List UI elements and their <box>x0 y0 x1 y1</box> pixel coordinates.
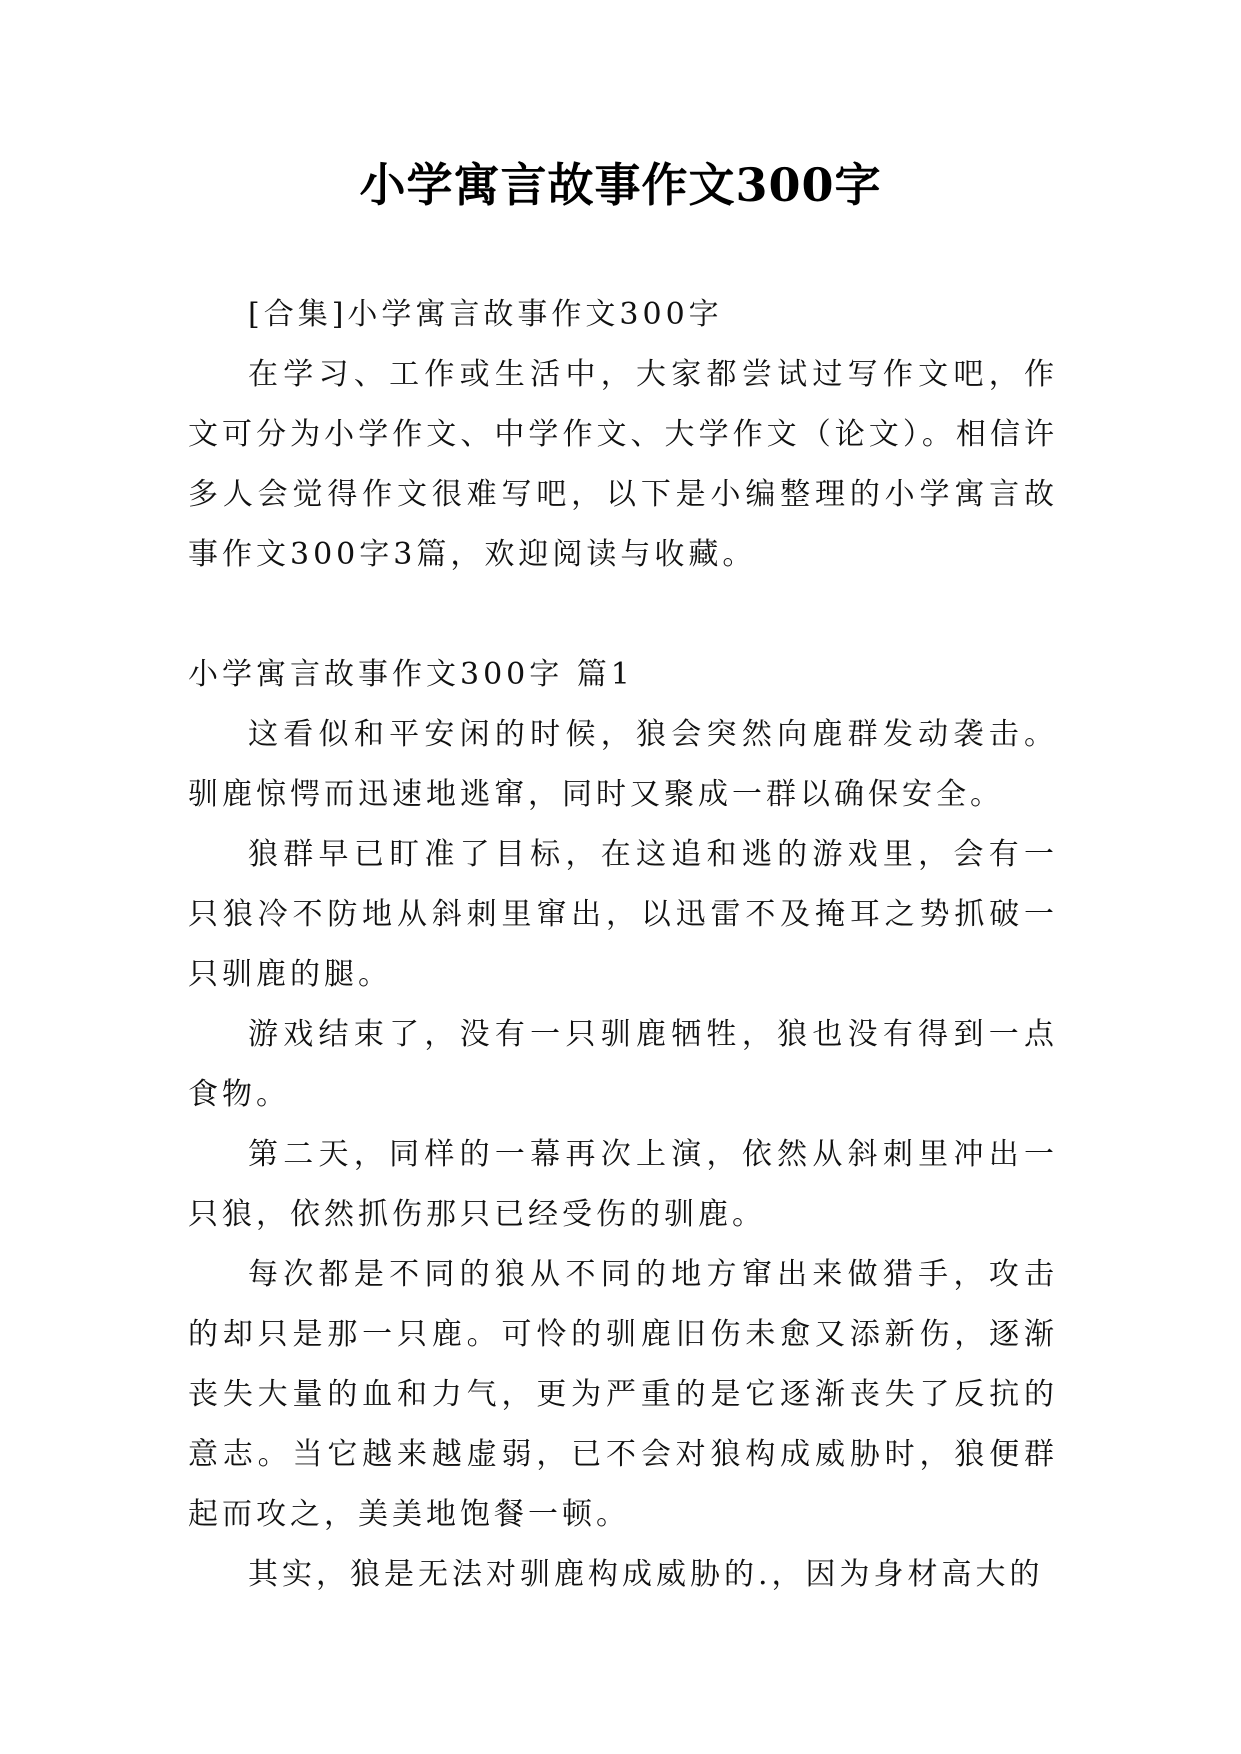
document-title: 小学寓言故事作文300字 <box>359 158 882 212</box>
story-paragraph: 其实，狼是无法对驯鹿构成威胁的.，因为身材高大的 <box>248 1557 1044 1592</box>
story-paragraph: 游戏结束了，没有一只驯鹿牺牲，狼也没有得到一点食物。 <box>188 1017 1058 1112</box>
document-subtitle: [合集]小学寓言故事作文300字 <box>248 297 723 332</box>
story-paragraph: 狼群早已盯准了目标，在这追和逃的游戏里，会有一只狼冷不防地从斜刺里窜出，以迅雷不及掩耳之势抓破一只驯鹿的腿。 <box>188 837 1058 992</box>
section-heading: 小学寓言故事作文300字 篇1 <box>188 657 634 692</box>
document-body <box>188 285 1058 1605</box>
story-paragraph: 第二天，同样的一幕再次上演，依然从斜刺里冲出一只狼，依然抓伤那只已经受伤的驯鹿。 <box>188 1137 1058 1232</box>
story-paragraph: 每次都是不同的狼从不同的地方窜出来做猎手，攻击的却只是那一只鹿。可怜的驯鹿旧伤未愈又添新伤，逐渐丧失大量的血和力气，更为严重的是它逐渐丧失了反抗的意志。当它越来越虚弱，已不会对狼构成威胁时，狼便群起而攻之，美美地饱餐一顿。 <box>188 1257 1058 1532</box>
intro-paragraph: 在学习、工作或生活中，大家都尝试过写作文吧，作文可分为小学作文、中学作文、大学作文（论文）。相信许多人会觉得作文很难写吧，以下是小编整理的小学寓言故事作文300字3篇，欢迎阅读与收藏。 <box>188 357 1058 572</box>
story-paragraph: 这看似和平安闲的时候，狼会突然向鹿群发动袭击。驯鹿惊愕而迅速地逃窜，同时又聚成一群以确保安全。 <box>188 717 1058 812</box>
